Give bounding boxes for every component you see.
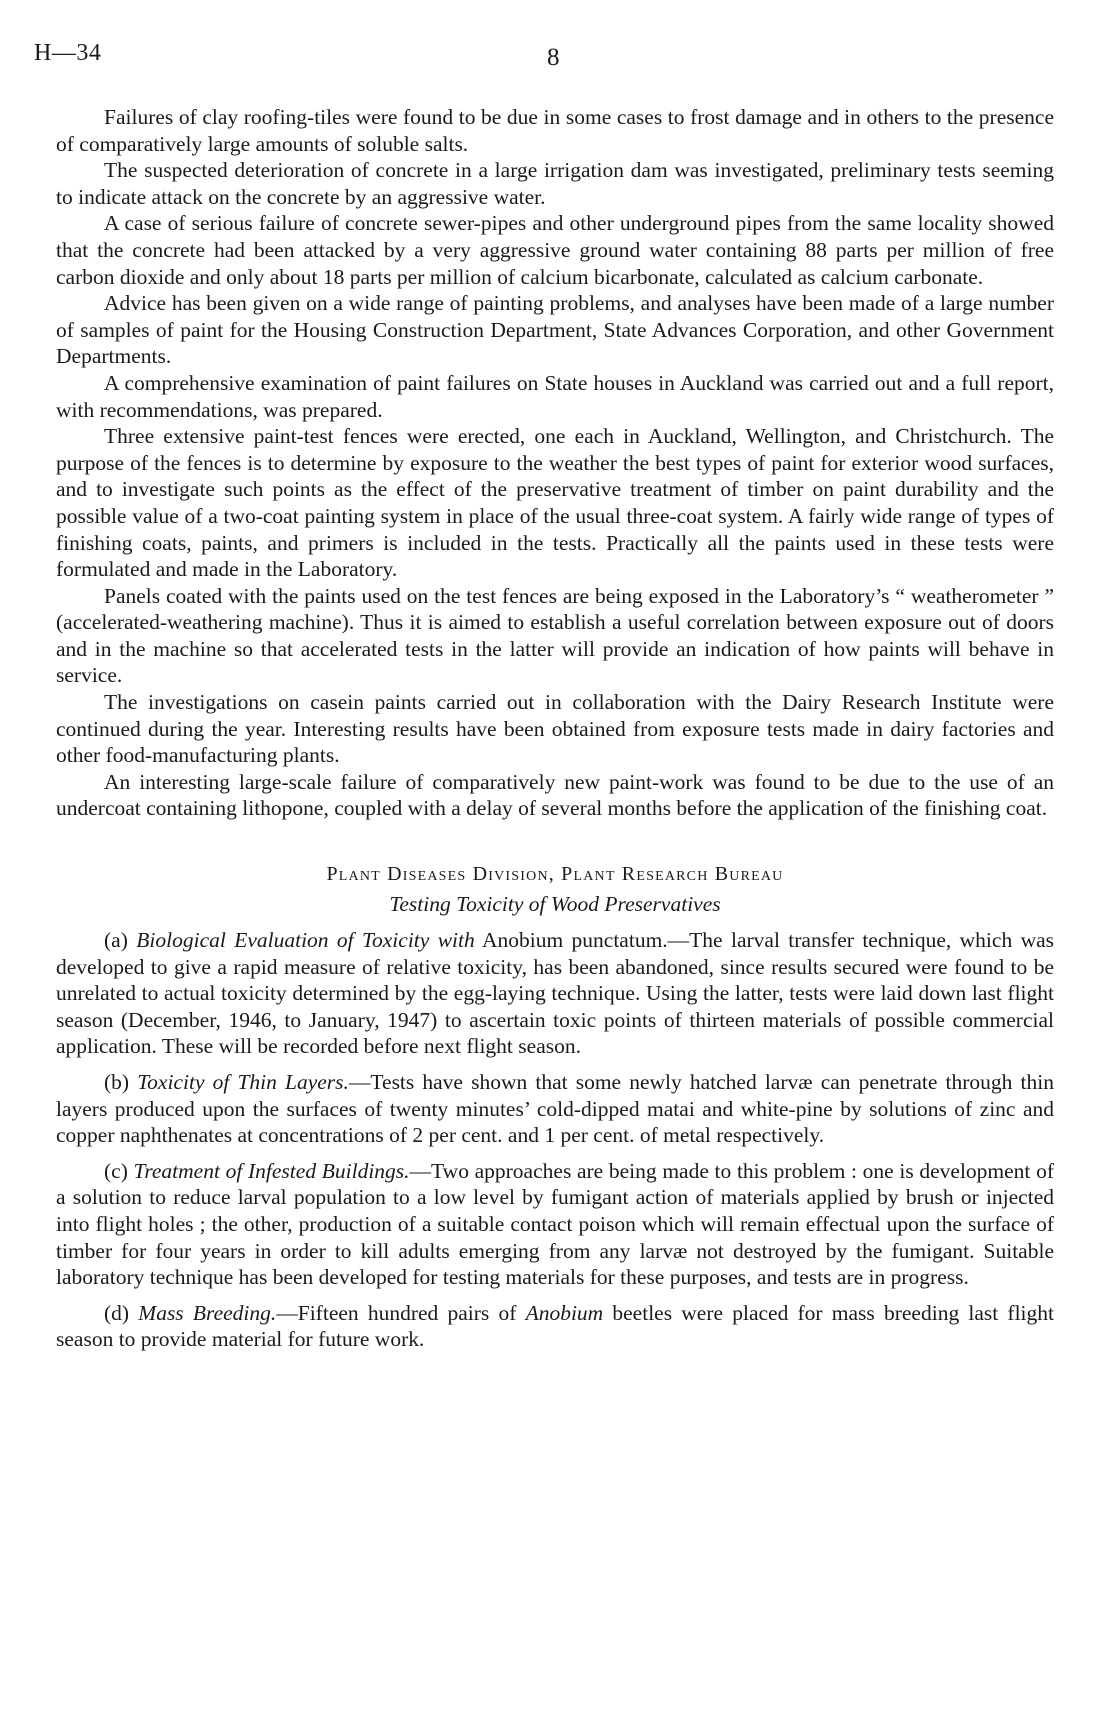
section-a-label: (a) bbox=[104, 928, 128, 953]
paragraph-state-houses: A comprehensive examination of paint failures on State houses in Auckland was carried out and a full report, with recommendations, was prepared. bbox=[56, 370, 1054, 422]
paragraph-sewer-pipes: A case of serious failure of concrete sewer-pipes and other underground pipes from the same locality showed that the concrete had been attacked by a very aggressive ground water containing 88 parts per million of free carbon dioxide and only about 18 parts per million of calcium bicarbonate, calculated as calcium carbonate. bbox=[56, 211, 1054, 289]
section-b-body: —Tests have shown that some newly hatched larvæ can penetrate through thin layers produced upon the surfaces of twenty minutes’ cold-dipped matai and white-pine by solutions of zinc and copper naphthenates at concentrations of 2 per cent. and 1 per cent. of metal respectively. bbox=[56, 1070, 1054, 1148]
section-d-label: (d) bbox=[104, 1300, 130, 1325]
page-number: 8 bbox=[547, 44, 560, 71]
section-a-species: Anobium punctatum. bbox=[481, 928, 668, 953]
section-a bbox=[56, 927, 1054, 1060]
paragraph-painting-advice: Advice has been given on a wide range of painting problems, and analyses have been made of a large number of samples of paint for the Housing Construction Department, State Advances Corporation, and other Government Departments. bbox=[56, 291, 1054, 369]
section-c-label: (c) bbox=[104, 1158, 128, 1183]
section-c-body: —Two approaches are being made to this problem : one is development of a solution to reduce larval population to a low level by fumigant action of materials applied by brush or injected into flight holes ; the other, production of a suitable contact poison which will remain effectual upon the surface of timber for four years in order to kill adults emerging from any larvæ not destroyed by the fumigant. Suitable laboratory technique has been developed for testing materials for these purposes, and tests are in progress. bbox=[56, 1158, 1054, 1290]
section-subheading: Testing Toxicity of Wood Preservatives bbox=[389, 892, 721, 917]
page-reference: H—34 bbox=[34, 40, 102, 66]
section-d bbox=[56, 1300, 1054, 1353]
paragraph-test-fences: Three extensive paint-test fences were erected, one each in Auckland, Wellington, and Christchurch. The purpose of the fences is to determine by exposure to the weather the best types of paint for exterior wood surfaces, and to investigate such points as the effect of the preservative treatment of timber on paint durability and the possible value of a two-coat painting system in place of the usual three-coat system. A fairly wide range of types of finishing coats, paints, and primers is included in the tests. Practically all the paints used in these tests were formulated and made in the Laboratory. bbox=[56, 424, 1054, 582]
paragraph-weatherometer: Panels coated with the paints used on the test fences are being exposed in the Laboratory’s “ weatherometer ” (accelerated-weathering machine). Thus it is aimed to establish a useful correlation between exposure out of doors and in the machine so that accelerated tests in the latter will provide an indication of how paints will behave in service. bbox=[56, 583, 1054, 688]
section-b-label: (b) bbox=[104, 1070, 130, 1094]
section-d-title: Mass Breeding. bbox=[138, 1300, 277, 1325]
paragraph-lithopone-failure: An interesting large-scale failure of comparatively new paint-work was found to be due to the use of an undercoat containing lithopone, coupled with a delay of several months before the application of the finishing coat. bbox=[56, 769, 1054, 821]
section-d-species: Anobium bbox=[525, 1300, 604, 1325]
division-heading: Plant Diseases Division, Plant Research Bureau bbox=[326, 863, 784, 886]
section-d-body-start: —Fifteen hundred pairs of bbox=[276, 1300, 526, 1325]
page-body bbox=[56, 104, 1054, 1353]
section-a-body: —The larval transfer technique, which was developed to give a rapid measure of relative toxicity, has been abandoned, since results secured were found to be unrelated to actual toxicity determined by the egg-laying technique. Using the latter, tests were laid down last flight season (December, 1946, to January, 1947) to ascertain toxic points of thirteen materials of possible commercial application. These will be recorded before next flight season. bbox=[56, 928, 1055, 1059]
section-b-title: Toxicity of Thin Layers. bbox=[137, 1070, 349, 1094]
paragraph-roofing-tiles: Failures of clay roofing-tiles were found to be due in some cases to frost damage and in others to the presence of comparatively large amounts of soluble salts. bbox=[56, 105, 1054, 156]
section-a-title: Biological Evaluation of Toxicity with bbox=[136, 928, 475, 953]
section-c-title: Treatment of Infested Buildings. bbox=[133, 1158, 410, 1183]
paragraph-casein-paints: The investigations on casein paints carried out in collaboration with the Dairy Research Institute were continued during the year. Interesting results have been obtained from exposure tests made in dairy factories and other food-manufacturing plants. bbox=[56, 690, 1054, 768]
section-c bbox=[56, 1158, 1054, 1291]
paragraph-irrigation-dam: The suspected deterioration of concrete in a large irrigation dam was investigated, preliminary tests seeming to indicate attack on the concrete by an aggressive water. bbox=[56, 158, 1054, 209]
section-b bbox=[56, 1069, 1054, 1149]
section-d-body-end: beetles were placed for mass breeding last flight season to provide material for future work. bbox=[56, 1300, 1055, 1352]
